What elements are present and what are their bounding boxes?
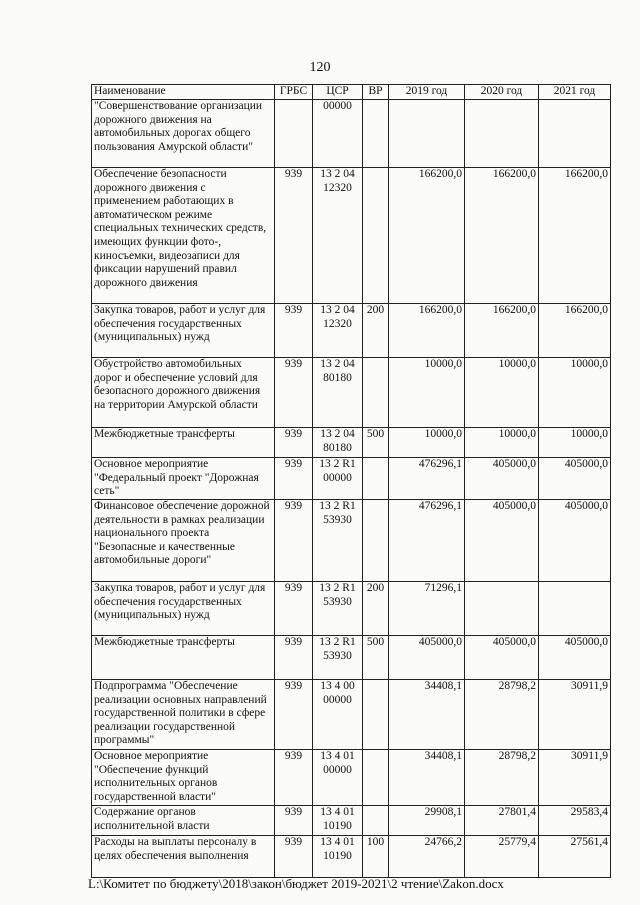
- row-2019: 29908,1: [389, 806, 465, 836]
- row-grbs: 939: [275, 750, 313, 806]
- row-name: Закупка товаров, работ и услуг для обеспечения государственных (муниципальных) нужд: [92, 582, 275, 636]
- row-name: Основное мероприятие "Обеспечение функций исполнительных органов государственной власти": [92, 750, 275, 806]
- row-csr: 00000: [313, 100, 363, 168]
- header-grbs: ГРБС: [275, 85, 313, 100]
- row-vr: 200: [363, 582, 389, 636]
- row-grbs: 939: [275, 428, 313, 458]
- row-vr: [363, 168, 389, 304]
- row-csr: 13 2 04 12320: [313, 168, 363, 304]
- budget-table: [91, 84, 611, 878]
- row-2020: 405000,0: [465, 458, 539, 500]
- table-row: [92, 168, 611, 304]
- row-csr: 13 2 04 80180: [313, 358, 363, 428]
- row-vr: 500: [363, 428, 389, 458]
- row-2019: 10000,0: [389, 358, 465, 428]
- row-vr: 200: [363, 304, 389, 358]
- row-2019: [389, 100, 465, 168]
- row-2019: 476296,1: [389, 458, 465, 500]
- row-csr: 13 2 04 80180: [313, 428, 363, 458]
- header-csr: ЦСР: [313, 85, 363, 100]
- row-2021: [539, 582, 611, 636]
- row-2019: 24766,2: [389, 836, 465, 878]
- row-2021: 166200,0: [539, 304, 611, 358]
- table-row: [92, 304, 611, 358]
- row-csr: 13 4 01 10190: [313, 836, 363, 878]
- row-csr: 13 2 R1 53930: [313, 500, 363, 582]
- row-name: Обеспечение безопасности дорожного движения с применением работающих в автоматическом режиме специальных технических средств, имеющих функции фото-, киносъемки, видеозаписи для фиксации нарушений правил дорожного движения: [92, 168, 275, 304]
- row-vr: 500: [363, 636, 389, 680]
- header-2021: 2021 год: [539, 85, 611, 100]
- row-2020: 27801,4: [465, 806, 539, 836]
- row-2021: 10000,0: [539, 358, 611, 428]
- row-2020: [465, 582, 539, 636]
- row-2019: 34408,1: [389, 750, 465, 806]
- table-row: [92, 806, 611, 836]
- row-2021: 405000,0: [539, 500, 611, 582]
- row-vr: [363, 680, 389, 750]
- row-2019: 34408,1: [389, 680, 465, 750]
- row-grbs: 939: [275, 582, 313, 636]
- row-2020: 28798,2: [465, 750, 539, 806]
- row-csr: 13 2 R1 53930: [313, 582, 363, 636]
- row-2021: 10000,0: [539, 428, 611, 458]
- row-2021: 166200,0: [539, 168, 611, 304]
- row-grbs: 939: [275, 836, 313, 878]
- table-row: [92, 358, 611, 428]
- row-2021: 405000,0: [539, 458, 611, 500]
- table-row: [92, 458, 611, 500]
- row-2021: 405000,0: [539, 636, 611, 680]
- row-2021: 30911,9: [539, 680, 611, 750]
- row-2019: 10000,0: [389, 428, 465, 458]
- header-2019: 2019 год: [389, 85, 465, 100]
- row-grbs: 939: [275, 304, 313, 358]
- row-2021: 30911,9: [539, 750, 611, 806]
- table-row: [92, 750, 611, 806]
- page-number: 120: [309, 60, 331, 75]
- row-name: Подпрограмма "Обеспечение реализации основных направлений государственной политики в сфере реализации государственной программы": [92, 680, 275, 750]
- row-2020: 10000,0: [465, 428, 539, 458]
- row-name: Основное мероприятие "Федеральный проект "Дорожная сеть": [92, 458, 275, 500]
- row-csr: 13 2 R1 00000: [313, 458, 363, 500]
- row-2019: 166200,0: [389, 168, 465, 304]
- table-row: [92, 582, 611, 636]
- row-csr: 13 2 R1 53930: [313, 636, 363, 680]
- row-grbs: 939: [275, 636, 313, 680]
- row-grbs: 939: [275, 458, 313, 500]
- row-grbs: 939: [275, 806, 313, 836]
- row-name: Межбюджетные трансферты: [92, 636, 275, 680]
- row-2019: 405000,0: [389, 636, 465, 680]
- row-vr: [363, 806, 389, 836]
- table-row: [92, 636, 611, 680]
- row-2019: 71296,1: [389, 582, 465, 636]
- row-2020: 10000,0: [465, 358, 539, 428]
- row-grbs: 939: [275, 358, 313, 428]
- table-row: [92, 836, 611, 878]
- row-name: Содержание органов исполнительной власти: [92, 806, 275, 836]
- header-name: Наименование: [92, 85, 275, 100]
- row-vr: 100: [363, 836, 389, 878]
- row-2020: 405000,0: [465, 500, 539, 582]
- header-vr: ВР: [363, 85, 389, 100]
- row-csr: 13 4 00 00000: [313, 680, 363, 750]
- row-2019: 166200,0: [389, 304, 465, 358]
- row-2020: [465, 100, 539, 168]
- row-name: Расходы на выплаты персоналу в целях обеспечения выполнения: [92, 836, 275, 878]
- row-vr: [363, 100, 389, 168]
- row-name: Закупка товаров, работ и услуг для обеспечения государственных (муниципальных) нужд: [92, 304, 275, 358]
- row-name: Финансовое обеспечение дорожной деятельности в рамках реализации национального проекта "Безопасные и качественные автомобильные дороги": [92, 500, 275, 582]
- table-row: [92, 500, 611, 582]
- header-2020: 2020 год: [465, 85, 539, 100]
- table-row: [92, 680, 611, 750]
- row-grbs: 939: [275, 680, 313, 750]
- table-row: [92, 100, 611, 168]
- row-name: "Совершенствование организации дорожного движения на автомобильных дорогах общего пользования Амурской области": [92, 100, 275, 168]
- row-2020: 166200,0: [465, 304, 539, 358]
- row-csr: 13 4 01 00000: [313, 750, 363, 806]
- row-2020: 405000,0: [465, 636, 539, 680]
- row-name: Обустройство автомобильных дорог и обеспечение условий для безопасного дорожного движения на территории Амурской области: [92, 358, 275, 428]
- file-path-footer: L:\Комитет по бюджету\2018\закон\бюджет 2019-2021\2 чтение\Zakon.docx: [88, 876, 504, 891]
- row-grbs: [275, 100, 313, 168]
- row-grbs: 939: [275, 168, 313, 304]
- row-2020: 166200,0: [465, 168, 539, 304]
- row-2021: 29583,4: [539, 806, 611, 836]
- row-csr: 13 2 04 12320: [313, 304, 363, 358]
- row-2019: 476296,1: [389, 500, 465, 582]
- row-csr: 13 4 01 10190: [313, 806, 363, 836]
- row-vr: [363, 358, 389, 428]
- row-grbs: 939: [275, 500, 313, 582]
- table-header-row: [92, 85, 611, 100]
- row-name: Межбюджетные трансферты: [92, 428, 275, 458]
- table-row: [92, 428, 611, 458]
- row-2020: 28798,2: [465, 680, 539, 750]
- row-vr: [363, 458, 389, 500]
- row-2020: 25779,4: [465, 836, 539, 878]
- row-2021: 27561,4: [539, 836, 611, 878]
- row-vr: [363, 500, 389, 582]
- row-vr: [363, 750, 389, 806]
- row-2021: [539, 100, 611, 168]
